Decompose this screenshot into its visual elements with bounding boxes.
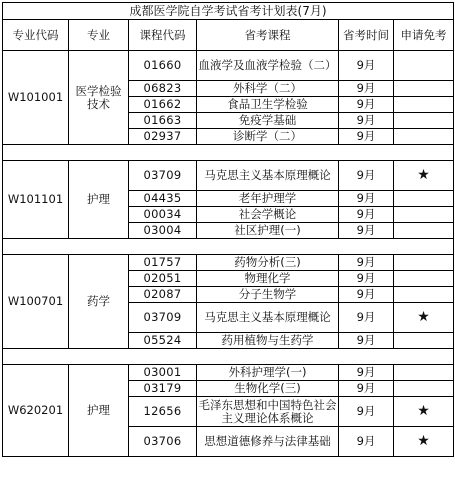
major-name-cell: 护理 xyxy=(69,161,129,239)
major-code-cell: W100701 xyxy=(3,255,69,349)
course-code-cell: 03706 xyxy=(129,427,197,457)
exam-time-cell: 9月 xyxy=(339,207,394,223)
major-code-cell: W101101 xyxy=(3,161,69,239)
course-name-cell: 外科护理学(一) xyxy=(197,365,339,381)
exemption-cell xyxy=(394,333,454,349)
course-name-cell: 马克思主义基本原理概论 xyxy=(197,161,339,191)
course-code-cell: 02051 xyxy=(129,271,197,287)
course-code-cell: 03001 xyxy=(129,365,197,381)
exam-time-cell: 9月 xyxy=(339,365,394,381)
exam-time-cell: 9月 xyxy=(339,161,394,191)
header-exemption: 申请免考 xyxy=(394,20,454,51)
course-name-cell: 社区护理(一) xyxy=(197,223,339,239)
course-name-cell: 毛泽东思想和中国特色社会主义理论体系概论 xyxy=(198,397,337,425)
exam-time-cell: 9月 xyxy=(339,97,394,113)
exemption-cell xyxy=(394,271,454,287)
header-row xyxy=(3,20,454,51)
course-name-cell: 外科学（二） xyxy=(197,81,339,97)
header-major-code: 专业代码 xyxy=(3,20,69,51)
exemption-cell xyxy=(394,129,454,145)
separator-cell xyxy=(3,239,454,255)
group-separator-row xyxy=(3,145,454,161)
header-course: 省考课程 xyxy=(197,20,339,51)
course-name-cell: 血液学及血液学检验（二） xyxy=(197,51,339,81)
exam-time-cell: 9月 xyxy=(339,287,394,303)
course-code-cell: 00034 xyxy=(129,207,197,223)
major-name-cell: 医学检验技术 xyxy=(69,51,129,145)
table-row xyxy=(3,161,454,191)
course-code-cell: 03709 xyxy=(129,161,197,191)
exam-time-cell: 9月 xyxy=(339,129,394,145)
exemption-cell: ★ xyxy=(394,427,454,457)
course-code-cell: 12656 xyxy=(129,397,197,427)
course-name-cell: 生物化学(三) xyxy=(197,381,339,397)
exemption-cell xyxy=(394,113,454,129)
table-row xyxy=(3,365,454,381)
course-name-cell: 物理化学 xyxy=(197,271,339,287)
exemption-cell xyxy=(394,207,454,223)
course-code-cell: 05524 xyxy=(129,333,197,349)
group-separator-row xyxy=(3,349,454,365)
course-name-cell: 免疫学基础 xyxy=(197,113,339,129)
course-code-cell: 03709 xyxy=(129,303,197,333)
exam-time-cell: 9月 xyxy=(339,191,394,207)
exam-time-cell: 9月 xyxy=(339,223,394,239)
course-name-cell: 社会学概论 xyxy=(197,207,339,223)
group-separator-row xyxy=(3,239,454,255)
exam-plan-table xyxy=(2,2,454,457)
major-code-cell: W101001 xyxy=(3,51,69,145)
table-title: 成都医学院自学考试省考计划表(7月) xyxy=(3,3,454,20)
exam-time-cell: 9月 xyxy=(339,81,394,97)
course-code-cell: 03004 xyxy=(129,223,197,239)
exemption-cell: ★ xyxy=(394,161,454,191)
exam-time-cell: 9月 xyxy=(339,303,394,333)
table-row xyxy=(3,255,454,271)
header-course-code: 课程代码 xyxy=(129,20,197,51)
exemption-cell xyxy=(394,381,454,397)
exemption-cell xyxy=(394,255,454,271)
plan-table-container xyxy=(2,2,454,457)
exam-time-cell: 9月 xyxy=(339,397,394,427)
course-name-cell: 老年护理学 xyxy=(197,191,339,207)
exemption-cell: ★ xyxy=(394,397,454,427)
course-code-cell: 03179 xyxy=(129,381,197,397)
exemption-cell xyxy=(394,287,454,303)
exemption-cell: ★ xyxy=(394,303,454,333)
exam-time-cell: 9月 xyxy=(339,333,394,349)
course-code-cell: 01660 xyxy=(129,51,197,81)
separator-cell xyxy=(3,349,454,365)
course-code-cell: 06823 xyxy=(129,81,197,97)
exemption-cell xyxy=(394,191,454,207)
course-name-cell: 马克思主义基本原理概论 xyxy=(197,303,339,333)
course-code-cell: 02087 xyxy=(129,287,197,303)
exam-time-cell: 9月 xyxy=(339,51,394,81)
exam-time-cell: 9月 xyxy=(339,381,394,397)
major-name-cell: 药学 xyxy=(69,255,129,349)
header-exam-time: 省考时间 xyxy=(339,20,394,51)
course-code-cell: 02937 xyxy=(129,129,197,145)
course-name-cell: 食品卫生学检验 xyxy=(197,97,339,113)
major-name-cell: 护理 xyxy=(69,365,129,457)
exam-time-cell: 9月 xyxy=(339,255,394,271)
major-code-cell: W620201 xyxy=(3,365,69,457)
course-code-cell: 01757 xyxy=(129,255,197,271)
exemption-cell xyxy=(394,97,454,113)
exam-time-cell: 9月 xyxy=(339,427,394,457)
course-name-cell: 思想道德修养与法律基础 xyxy=(197,427,339,457)
exemption-cell xyxy=(394,51,454,81)
exam-time-cell: 9月 xyxy=(339,113,394,129)
table-row xyxy=(3,51,454,81)
header-major: 专业 xyxy=(69,20,129,51)
exemption-cell xyxy=(394,223,454,239)
exemption-cell xyxy=(394,81,454,97)
exam-time-cell: 9月 xyxy=(339,271,394,287)
course-name-cell: 药物分析(三) xyxy=(197,255,339,271)
course-name-cell: 诊断学（二） xyxy=(197,129,339,145)
course-code-cell: 01662 xyxy=(129,97,197,113)
separator-cell xyxy=(3,145,454,161)
course-name-cell: 分子生物学 xyxy=(197,287,339,303)
course-code-cell: 04435 xyxy=(129,191,197,207)
exemption-cell xyxy=(394,365,454,381)
course-code-cell: 01663 xyxy=(129,113,197,129)
course-name-cell: 药用植物与生药学 xyxy=(197,333,339,349)
